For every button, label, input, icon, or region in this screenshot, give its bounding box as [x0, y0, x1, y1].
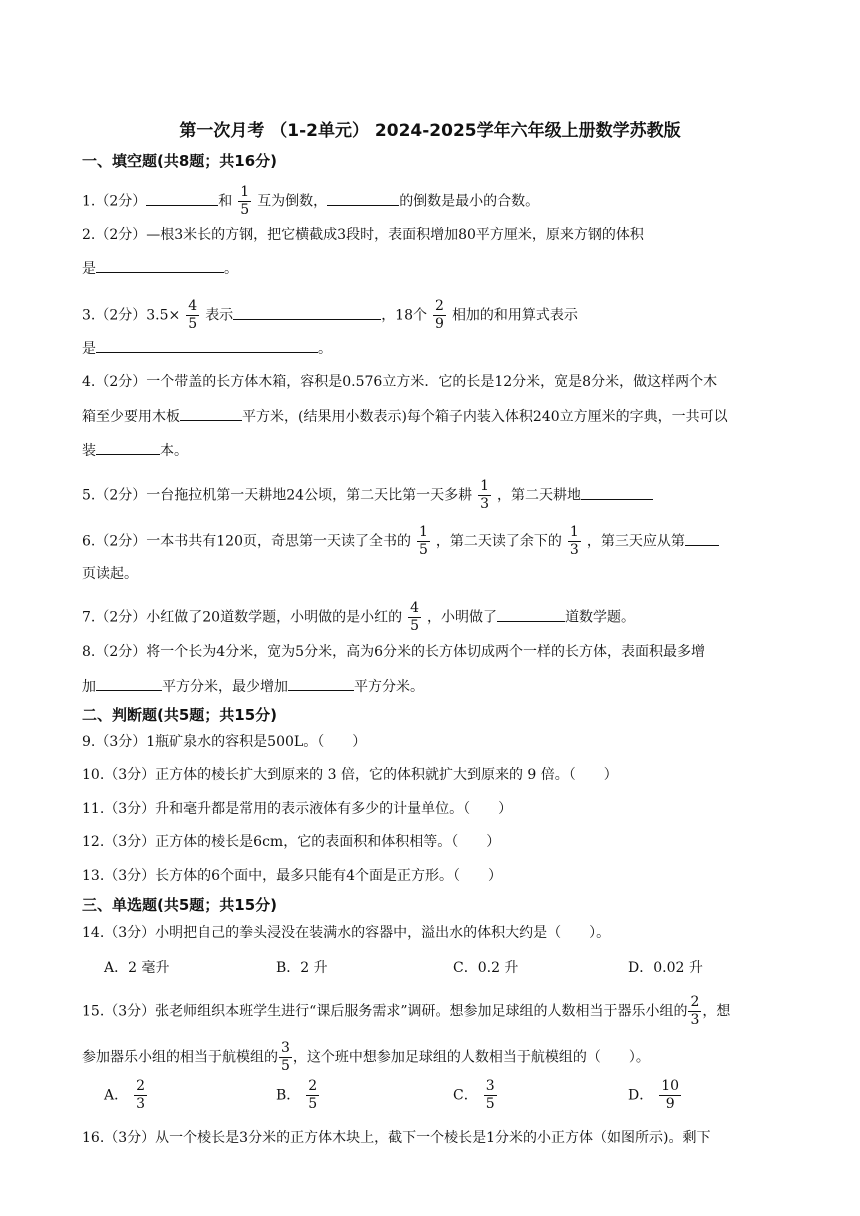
fraction: $\frac{2}{5}$	[308, 1078, 318, 1112]
fraction: $\frac{3}{5}$	[485, 1078, 495, 1112]
question-14: 14.（3分）小明把自己的拳头浸没在装满水的容器中，溢出水的体积大约是（ ）。	[82, 925, 611, 941]
question-4-cont2: 装 本。	[82, 440, 188, 461]
question-10: 10.（3分）正方体的棱长扩大到原来的 3 倍，它的体积就扩大到原来的 9 倍。（ ）	[82, 767, 618, 783]
answer-blank[interactable]	[96, 676, 162, 691]
question-8: 8.（2分）将一个长为4分米，宽为5分米，高为6分米的长方体切成两个一样的长方体，表面积最多增	[82, 644, 705, 660]
answer-blank[interactable]	[685, 531, 719, 546]
fraction: $\frac{1}{5}$	[419, 524, 428, 558]
option-c[interactable]: C． $\frac{3}{5}$	[453, 1078, 495, 1112]
answer-blank[interactable]	[327, 191, 399, 206]
question-4: 4.（2分）一个带盖的长方体木箱，容积是0.576立方米．它的长是12分米，宽是8分米，做这样两个木	[82, 374, 718, 390]
answer-blank[interactable]	[146, 191, 218, 206]
fraction: $\frac{1}{5}$	[240, 184, 250, 218]
option-b[interactable]: B． $\frac{2}{5}$	[276, 1078, 318, 1112]
answer-blank[interactable]	[288, 676, 354, 691]
question-3-cont: 是 。	[82, 338, 332, 359]
fraction: $\frac{10}{9}$	[661, 1078, 680, 1112]
question-4-cont: 箱至少要用木板 平方米，(结果用小数表示)每个箱子内装入体积240立方厘米的字典，一共可以	[82, 406, 728, 427]
answer-blank[interactable]	[581, 485, 653, 500]
question-5: 5.（2分）一台拖拉机第一天耕地24公顷，第二天比第一天多耕 $\frac{1}{3}$ ，第二天耕地	[82, 478, 653, 513]
page-title: 第一次月考 （1-2单元） 2024-2025学年六年级上册数学苏教版	[179, 121, 681, 141]
question-7: 7.（2分）小红做了20道数学题，小明做的是小红的 $\frac{4}{5}$ ，小明做了 道数学题。	[82, 600, 635, 634]
question-1: 1.（2分） 和 $\frac{1}{5}$ 互为倒数， 的倒数是最小的合数。	[82, 184, 540, 218]
answer-blank[interactable]	[497, 607, 565, 622]
question-2: 2.（2分）—根3米长的方钢，把它横截成3段时，表面积增加80平方厘米，原来方钢的体积	[82, 227, 644, 243]
question-8-cont: 加 平方分米，最少增加 平方分米。	[82, 676, 424, 697]
fraction: $\frac{2}{3}$	[690, 994, 700, 1028]
question-16: 16.（3分）从一个棱长是3分米的正方体木块上，截下一个棱长是1分米的小正方体（如图所示)。剩下	[82, 1130, 711, 1146]
option-d[interactable]: D． $\frac{10}{9}$	[628, 1078, 680, 1112]
fraction: $\frac{2}{9}$	[435, 298, 444, 332]
answer-blank[interactable]	[180, 406, 242, 421]
fraction: $\frac{1}{3}$	[480, 478, 489, 512]
fraction: $\frac{4}{5}$	[410, 600, 419, 634]
question-15: 15.（3分）张老师组织本班学生进行“课后服务需求”调研。想参加足球组的人数相当于器乐小组的 $\frac{2}{3}$ ，想	[82, 994, 731, 1028]
question-6: 6.（2分）一本书共有120页，奇思第一天读了全书的 $\frac{1}{5}$ ，第二天读了余下的 $\frac{1}{3}$ ，第三天应从第	[82, 524, 719, 559]
question-9: 9.（3分）1瓶矿泉水的容积是500L。（ ）	[82, 734, 367, 750]
fraction: $\frac{2}{3}$	[136, 1078, 146, 1112]
question-3: 3.（2分）3.5× $\frac{4}{5}$ 表示 ，18个 $\frac{2}{9}$ 相加的和用算式表示	[82, 298, 578, 332]
section-single-choice: 三、单选题(共5题；共15分)	[82, 896, 278, 914]
section-fill-in: 一、填空题(共8题；共16分)	[82, 152, 278, 170]
question-2-cont: 是 。	[82, 258, 238, 279]
section-true-false: 二、判断题(共5题；共15分)	[82, 706, 278, 724]
option-c[interactable]: C．0.2 升	[453, 960, 519, 976]
answer-blank[interactable]	[96, 338, 318, 353]
fraction: $\frac{4}{5}$	[188, 298, 198, 332]
answer-blank[interactable]	[96, 440, 160, 455]
answer-blank[interactable]	[96, 258, 224, 273]
option-b[interactable]: B．2 升	[276, 960, 328, 976]
fraction: $\frac{3}{5}$	[281, 1040, 290, 1074]
question-11: 11.（3分）升和毫升都是常用的表示液体有多少的计量单位。（ ）	[82, 801, 513, 817]
question-13: 13.（3分）长方体的6个面中，最多只能有4个面是正方形。（ ）	[82, 868, 502, 884]
question-6-cont: 页读起。	[82, 566, 138, 582]
option-a[interactable]: A．2 毫升	[104, 960, 170, 976]
option-d[interactable]: D．0.02 升	[628, 960, 703, 976]
question-12: 12.（3分）正方体的棱长是6cm，它的表面积和体积相等。（ ）	[82, 834, 501, 850]
answer-blank[interactable]	[233, 305, 381, 320]
option-a[interactable]: A． $\frac{2}{3}$	[104, 1078, 146, 1112]
fraction: $\frac{1}{3}$	[569, 524, 579, 558]
question-15-cont: 参加器乐小组的相当于航模组的 $\frac{3}{5}$ ，这个班中想参加足球组的人数相当于航模组的（ ）。	[82, 1040, 650, 1074]
